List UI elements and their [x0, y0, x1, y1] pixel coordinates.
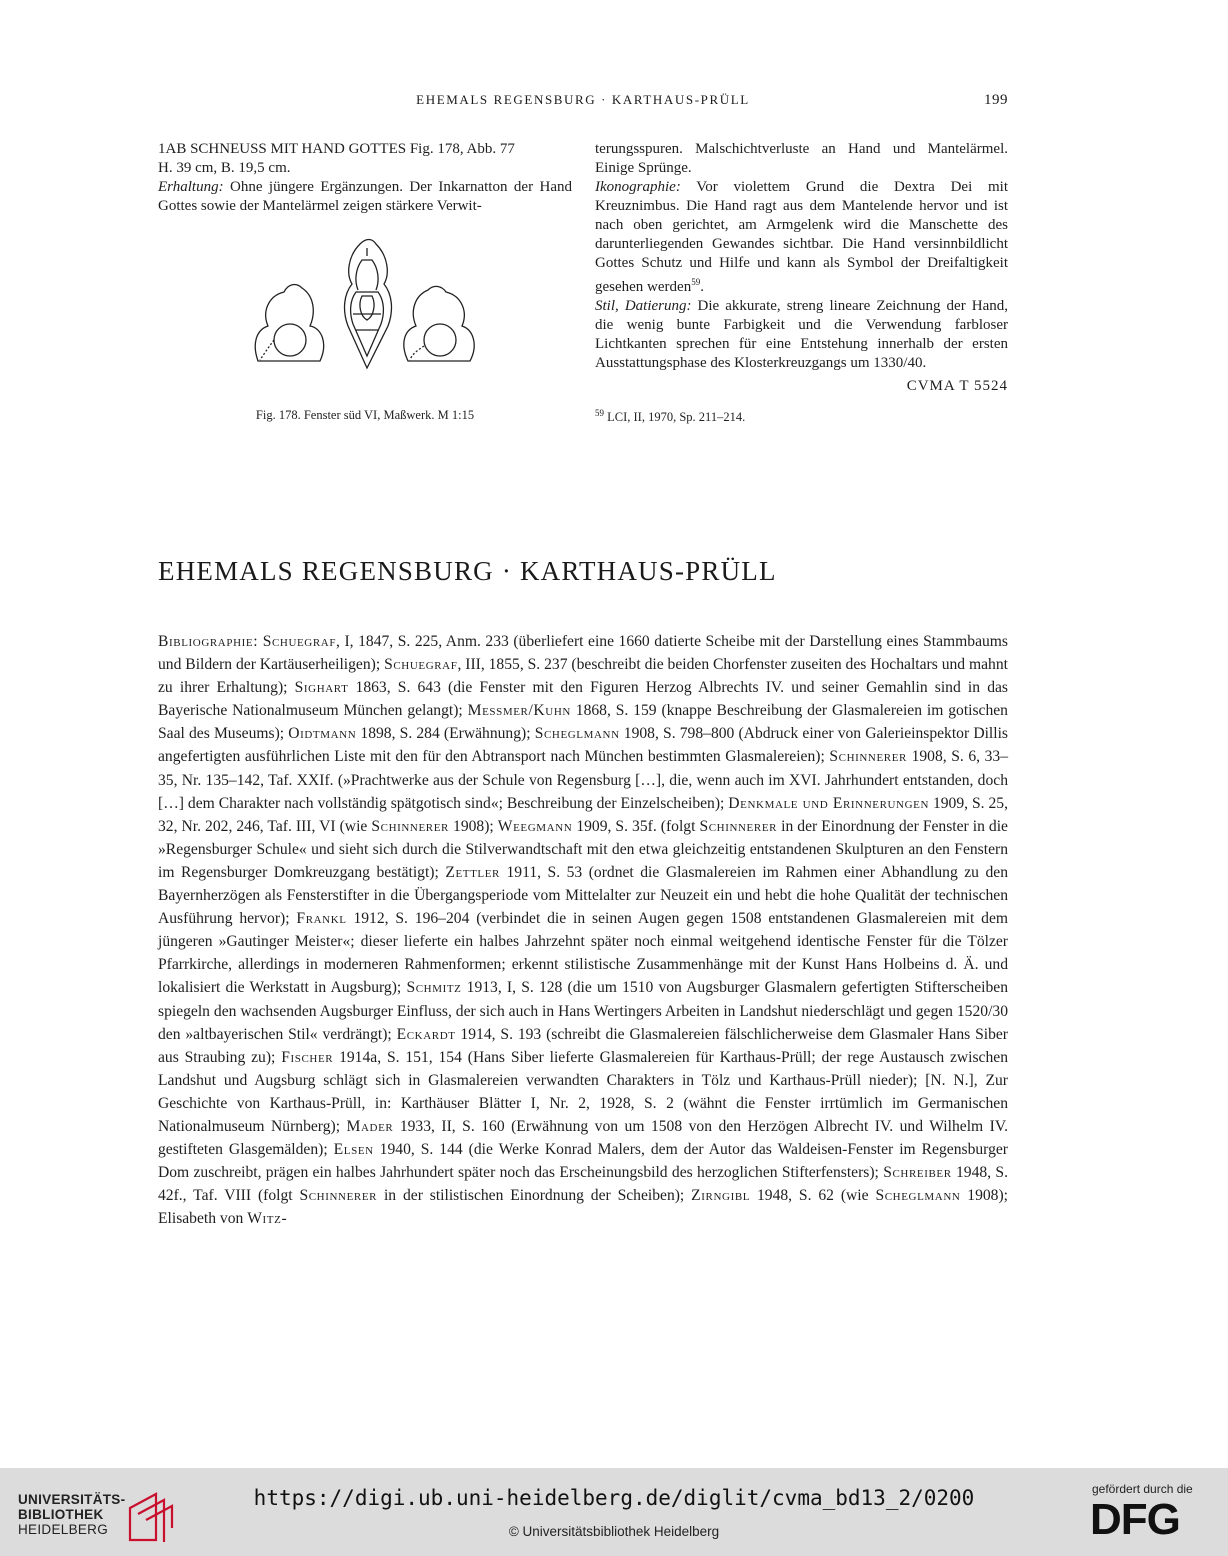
bibliography-author: Witz- [247, 1210, 288, 1228]
bibliography-author: Schuegraf [262, 633, 337, 650]
bibliography-text: 1898, S. 284 (Erwähnung); [356, 725, 535, 743]
bibliography-author: Oidtmann [288, 725, 357, 743]
bibliography-text: 1908); Elisabeth von [158, 1187, 1008, 1228]
bibliography-text: , III, 1855, S. 237 (beschreibt die beiden Chorfenster zuseiten des Hochaltars und mahnt zu ihrer Erhaltung); [158, 656, 1008, 697]
running-header [158, 92, 1008, 112]
funded-by-text: gefördert durch die [1092, 1482, 1193, 1496]
dfg-logo[interactable] [1090, 1482, 1212, 1546]
ikonographie-paragraph [595, 178, 1008, 297]
bibliography-text: , I, 1847, S. 225, Anm. 233 (überliefert eine 1660 datierte Scheibe mit der Darstellung eines Stammbaums und Bildern der Kartäuserheiligen); [158, 633, 1008, 674]
bibliography-author: Weegmann [497, 817, 573, 835]
ikonographie-end: . [700, 279, 704, 295]
trefoil-right [404, 286, 474, 361]
footnote-text: LCI, II, 1970, Sp. 211–214. [604, 410, 746, 424]
bibliography-author: Bibliographie: [158, 633, 259, 650]
bibliography-text: 1914, S. 193 (schreibt die Glasmalereien fälschlicherweise dem Glasmaler Hans Siber aus Straubing zu); [158, 1025, 1009, 1066]
entry-right-column [595, 140, 1008, 396]
bibliography-text: 1908); [448, 817, 498, 835]
bibliography-author: Schinnerer [299, 1187, 378, 1205]
bibliography-author: Messmer/Kuhn [467, 702, 571, 720]
bibliography-author: Eckardt [396, 1025, 456, 1043]
bibliography-author: Denkmale und Erinnerungen [728, 794, 930, 812]
footnote [595, 408, 1008, 425]
bibliography-text: 1933, II, S. 160 (Erwähnung von um 1508 von den Herzögen Albrecht IV. und Wilhelm IV. gestifteten Glasgemälden); [158, 1117, 1008, 1159]
entry-dimensions: H. 39 cm, B. 19,5 cm. [158, 160, 291, 176]
bibliography-author: Schinnerer [829, 748, 907, 766]
trefoil-left [255, 285, 323, 361]
bibliography-text: 1948, S. 62 (wie [750, 1187, 876, 1205]
page-number: 199 [984, 92, 1008, 108]
bibliography-text: 1909, S. 25, 32, Nr. 202, 246, Taf. III, VI (wie [158, 794, 1008, 835]
bibliography-author: Schinnerer [371, 817, 449, 835]
footnote-number: 59 [595, 408, 604, 418]
bibliography-author: Frankl [296, 910, 347, 928]
bibliography-text: 1863, S. 643 (die Fenster mit den Figuren Herzog Albrechts IV. und seiner Gemahlin sind in das Bayerische Nationalmuseum München gelangt); [158, 679, 1008, 720]
ikonographie-label: Ikonographie: [595, 179, 681, 195]
bibliography-text: 1908, S. 6, 33–35, Nr. 135–142, Taf. XXIf. (»Prachtwerke aus der Schule von Regensburg […], die, wenn auch im XVI. Jahrhundert entstanden, doch […] dem Charakter nach vollständig spätgotisch sind«; Beschreibung der Einzelscheiben); [158, 748, 1008, 812]
logo-line-2: BIBLIOTHEK [18, 1507, 104, 1522]
permalink-url[interactable]: https://digi.ub.uni-heidelberg.de/diglit/cvma_bd13_2/0200 [253, 1486, 975, 1510]
erhaltung-continued: terungsspuren. Malschichtverluste an Hand und Mantelärmel. Einige Sprünge. [595, 141, 1008, 176]
footnote-reference[interactable]: 59 [691, 277, 701, 287]
bibliography-text: 1868, S. 159 (knappe Beschreibung der Glasmalereien im gotischen Saal des Museums); [158, 702, 1008, 743]
stil-paragraph [595, 297, 1008, 373]
viewer-footer [0, 1468, 1228, 1556]
bibliography-text: 1948, S. 42f., Taf. VIII (folgt [158, 1164, 1008, 1205]
entry-title: 1AB SCHNEUSS MIT HAND GOTTES Fig. 178, Abb. 77 [158, 141, 515, 157]
bibliography-author: Scheglmann [534, 725, 620, 743]
erhaltung-label: Erhaltung: [158, 179, 224, 195]
entry-left-column [158, 140, 572, 216]
bibliography-text: 1913, I, S. 128 (die um 1510 von Augsburger Glasmalern gefertigten Stifterscheiben spiegeln den wachsenden Augsburger Einfluss, der sich auch in Hans Wertingers Arbeiten in Landshut niederschlägt und gegen 1520/30 den »altbayerischen Stil« verdrängt); [158, 979, 1008, 1043]
bibliography-author: Zirngibl [691, 1187, 751, 1205]
running-title: EHEMALS REGENSBURG · KARTHAUS-PRÜLL [416, 92, 750, 107]
central-lancet [345, 240, 392, 369]
bibliography-text: 1909, S. 35f. (folgt [572, 817, 700, 835]
bibliography-text: 1912, S. 196–204 (verbindet die in seinen Augen gegen 1508 entstandenen Glasmalereien mit dem jüngeren »Gautinger Meister«; dieser lieferte ein halbes Jahrzehnt später noch einmal weitgehend identische Fenster für die Tölzer Pfarrkirche, allerdings in moderneren Rahmenformen; erkennt stilistische Zusammenhänge mit der Kunst Hans Holbeins d. Ä. und lokalisiert die Werkstatt in Augsburg); [158, 910, 1008, 997]
bibliography-author: Mader [346, 1117, 394, 1135]
bibliography-text: 1914a, S. 151, 154 (Hans Siber lieferte Glasmalereien für Karthaus-Prüll; der rege Austausch zwischen Landshut und Augsburg schlägt sich in Glasmalereien verwandten Charakters in Tölz und Karthaus-Prüll nieder); [N. N.], Zur Geschichte von Karthaus-Prüll, in: Karthäuser Blätter I, Nr. 2, 1928, S. 2 (wähnt die Fenster irrtümlich im Germanischen Nationalmuseum Nürnberg); [158, 1048, 1008, 1135]
bibliography-text: 1908, S. 798–800 (Abdruck einer von Galerieinspektor Dillis angefertigten ausführlichen Liste mit den für den Abtransport nach München bestimmten Glasmalereien); [158, 725, 1008, 766]
copyright-text: © Universitätsbibliothek Heidelberg [508, 1524, 720, 1539]
stil-label: Stil, Datierung: [595, 298, 692, 314]
bibliography-author: Schmitz [406, 979, 462, 997]
bibliography-text: in der Einordnung der Fenster in die »Regensburger Schule« und sieht sich durch die Stilverwandtschaft mit den etwa gleichzeitig entstandenen Skulpturen an den Fenstern im Regensburger Domkreuzgang bestätigt); [158, 817, 1008, 881]
bibliography-author: Schuegraf [384, 656, 458, 674]
bibliography-paragraph [158, 630, 1008, 1230]
erhaltung-paragraph [158, 178, 572, 216]
bibliography-author: Schreiber [883, 1164, 952, 1182]
bibliography-text: 1940, S. 144 (die Werke Konrad Malers, dem der Autor das Waldeisen-Fenster im Regensburger Dom zuschreibt, prägen ein halbes Jahrhundert später noch das Erscheinungsbild des herzoglichen Stifterfensters); [158, 1141, 1008, 1182]
tracery-figure [250, 234, 484, 374]
bibliography-author: Schinnerer [699, 817, 778, 835]
section-title: EHEMALS REGENSBURG · KARTHAUS-PRÜLL [158, 556, 777, 586]
stil-text: Die akkurate, streng lineare Zeichnung der Hand, die wenig bunte Farbigkeit und die Verwendung farbloser Lichtkanten sprechen für eine Entstehung innerhalb der ersten Ausstattungsphase des Klosterkreuzgangs um 1330/40. [595, 298, 1008, 371]
bibliography-author: Fischer [281, 1048, 334, 1066]
logo-line-1: UNIVERSITÄTS- [18, 1492, 126, 1507]
bibliography-author: Zettler [445, 863, 500, 881]
ikonographie-text: Vor violettem Grund die Dextra Dei mit Kreuznimbus. Die Hand ragt aus dem Mantelende hervor und ist nach oben gerichtet, am Armgelenk wird die Manschette des darunterliegenden Gewandes sichtbar. Die Hand versinnbildlicht Gottes Schutz und Hilfe und kann als Symbol der Dreifaltigkeit gesehen werden [595, 179, 1008, 295]
dfg-wordmark: DFG [1090, 1495, 1180, 1544]
bibliography-author: Elsen [333, 1141, 374, 1159]
bibliography-text: in der stilistischen Einordnung der Scheiben); [377, 1187, 692, 1205]
bibliography-author: Scheglmann [875, 1187, 961, 1205]
bibliography-text: 1911, S. 53 (ordnet die Glasmalereien im Rahmen einer Abhandlung zu den Bayernherzögen als Fensterstifter in die Übergangsperiode vom Mittelalter zur Neuzeit ein und hebt die hohe Qualität der technischen Ausführung hervor); [158, 863, 1008, 928]
cvma-number: CVMA T 5524 [906, 378, 1008, 394]
figure-caption: Fig. 178. Fenster süd VI, Maßwerk. M 1:15 [255, 408, 475, 422]
logo-line-3: HEIDELBERG [18, 1522, 109, 1537]
bibliography-author: Sighart [294, 679, 349, 697]
erhaltung-text: Ohne jüngere Ergänzungen. Der Inkarnatton der Hand Gottes sowie der Mantelärmel zeigen stärkere Verwit- [158, 179, 572, 214]
